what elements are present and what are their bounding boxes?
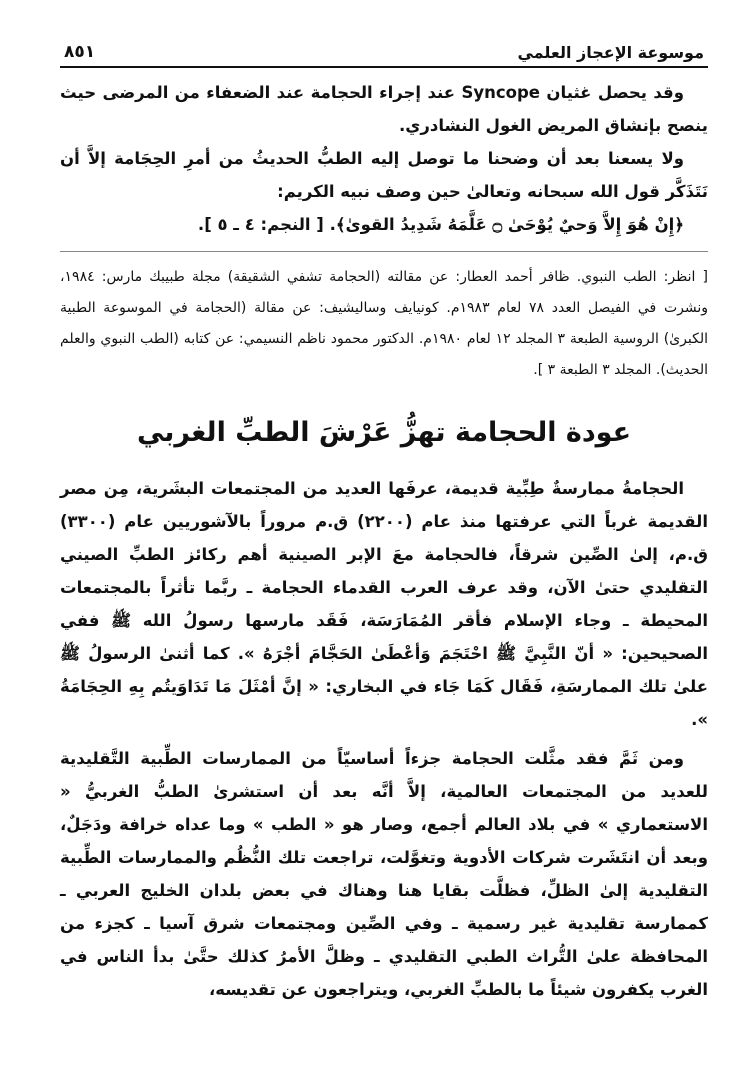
intro-paragraph-2: ولا يسعنا بعد أن وضحنا ما توصل إليه الطبُّ الحديثُ من أمرِ الحِجَامة إلاَّ أن نَتَذَكَّر قول الله سبحانه وتعالىٰ حين وصف نبيه الكريم: — [60, 149, 708, 201]
intro-paragraph-1: وقد يحصل غثيان Syncope عند إجراء الحجامة عند الضعفاء من المرضى حيث ينصح بإنشاق المريض الغول النشادري. — [60, 83, 708, 135]
quran-verse: ﴿إِنْ هُوَ إِلاَّ وَحيٌ يُوْحَىٰ ۝ عَلَّمَهُ شَدِيدُ القوىٰ﴾. [ النجم: ٤ ـ ٥ ]. — [197, 215, 684, 234]
header-rule — [60, 66, 708, 68]
section-paragraph-1: الحجامةُ ممارسةٌ طِبِّية قديمة، عرفَها العديد من المجتمعات البشَرية، مِن مصر القديمة غرباً التي عرفتها منذ عام (٢٢٠٠) ق.م مروراً بالآشوريين عام (٣٣٠٠) ق.م، إلىٰ الصِّين شرقاً، فالحجامة معَ الإبر الصينية أهم ركائز الطبِّ الصيني التقليدي حتىٰ الآن، وقد عرف العرب القدماء الحجامة ـ ربَّما تأثراً بالمجتمعات المحيطة ـ وجاء الإسلام فأقر المُمَارَسَة، فَقَد مارسها رسولُ الله ﷺ ففي الصحيحين: « أنّ النَّبِيَّ ﷺ احْتَجَمَ وَأعْطَىٰ الحَجَّامَ أجْرَهُ ». كما أثنىٰ الرسولُ ﷺ علىٰ تلك الممارسَةِ، فَقَال كَمَا جَاء في البخاري: « إنَّ أمْثَلَ مَا تَدَاوَيتُم بِهِ الحِجَامَةُ ». — [60, 479, 708, 729]
reference-note: [ انظر: الطب النبوي. ظافر أحمد العطار: عن مقالته (الحجامة تشفي الشقيقة) مجلة طبيبك مارس: ١٩٨٤، ونشرت في الفيصل العدد ٧٨ لعام ١٩٨٣م. كونيايف وساليشيف: عن مقالة (الحجامة في الموسوعة الطبية الكبرىٰ) الروسية الطبعة ٣ المجلد ١٢ لعام ١٩٨٠م. الدكتور محمود ناظم النسيمي: عن كتابه (الطب النبوي والعلم الحديث). المجلد ٣ الطبعة ٣ ]. — [60, 269, 708, 378]
running-title: موسوعة الإعجاز العلمي — [517, 43, 704, 62]
page-header — [60, 42, 708, 66]
section-title: عودة الحجامة تهزُّ عَرْشَ الطبِّ الغربي — [136, 417, 632, 448]
section-paragraph-2: ومن ثَمَّ فقد مثَّلت الحجامة جزءاً أساسيّاً من الممارسات الطِّبية التَّقليدية للعديد من المجتمعات العالمية، إلاَّ أنَّه بعد أن استشرىٰ الطبُّ الغربيُّ « الاستعماري » في بلاد العالم أجمع، وصار هو « الطب » وما عداه خرافة ودَجَلٌ، وبعد أن انتَشَرت شركات الأدوية وتغوَّلت، تراجعت تلك النُّظُم والممارسات الطِّبية التقليدية إلىٰ الظلِّ، فظلَّت بقايا هنا وهناك في بعض بلدان الخليج العربي ـ كممارسة تقليدية غير رسمية ـ وفي الصِّين ومجتمعات شرق آسيا ـ كجزء من المحافظة علىٰ التُّراث الطبي التقليدي ـ وظلَّ الأمرُ كذلك حتَّىٰ بدأ الناس في الغرب يكفرون شيئاً ما بالطبِّ الغربي، ويتراجعون عن تقديسه، — [60, 749, 708, 999]
page-number: ٨٥١ — [64, 42, 96, 62]
notes-divider — [60, 251, 708, 252]
book-page — [60, 42, 708, 1091]
